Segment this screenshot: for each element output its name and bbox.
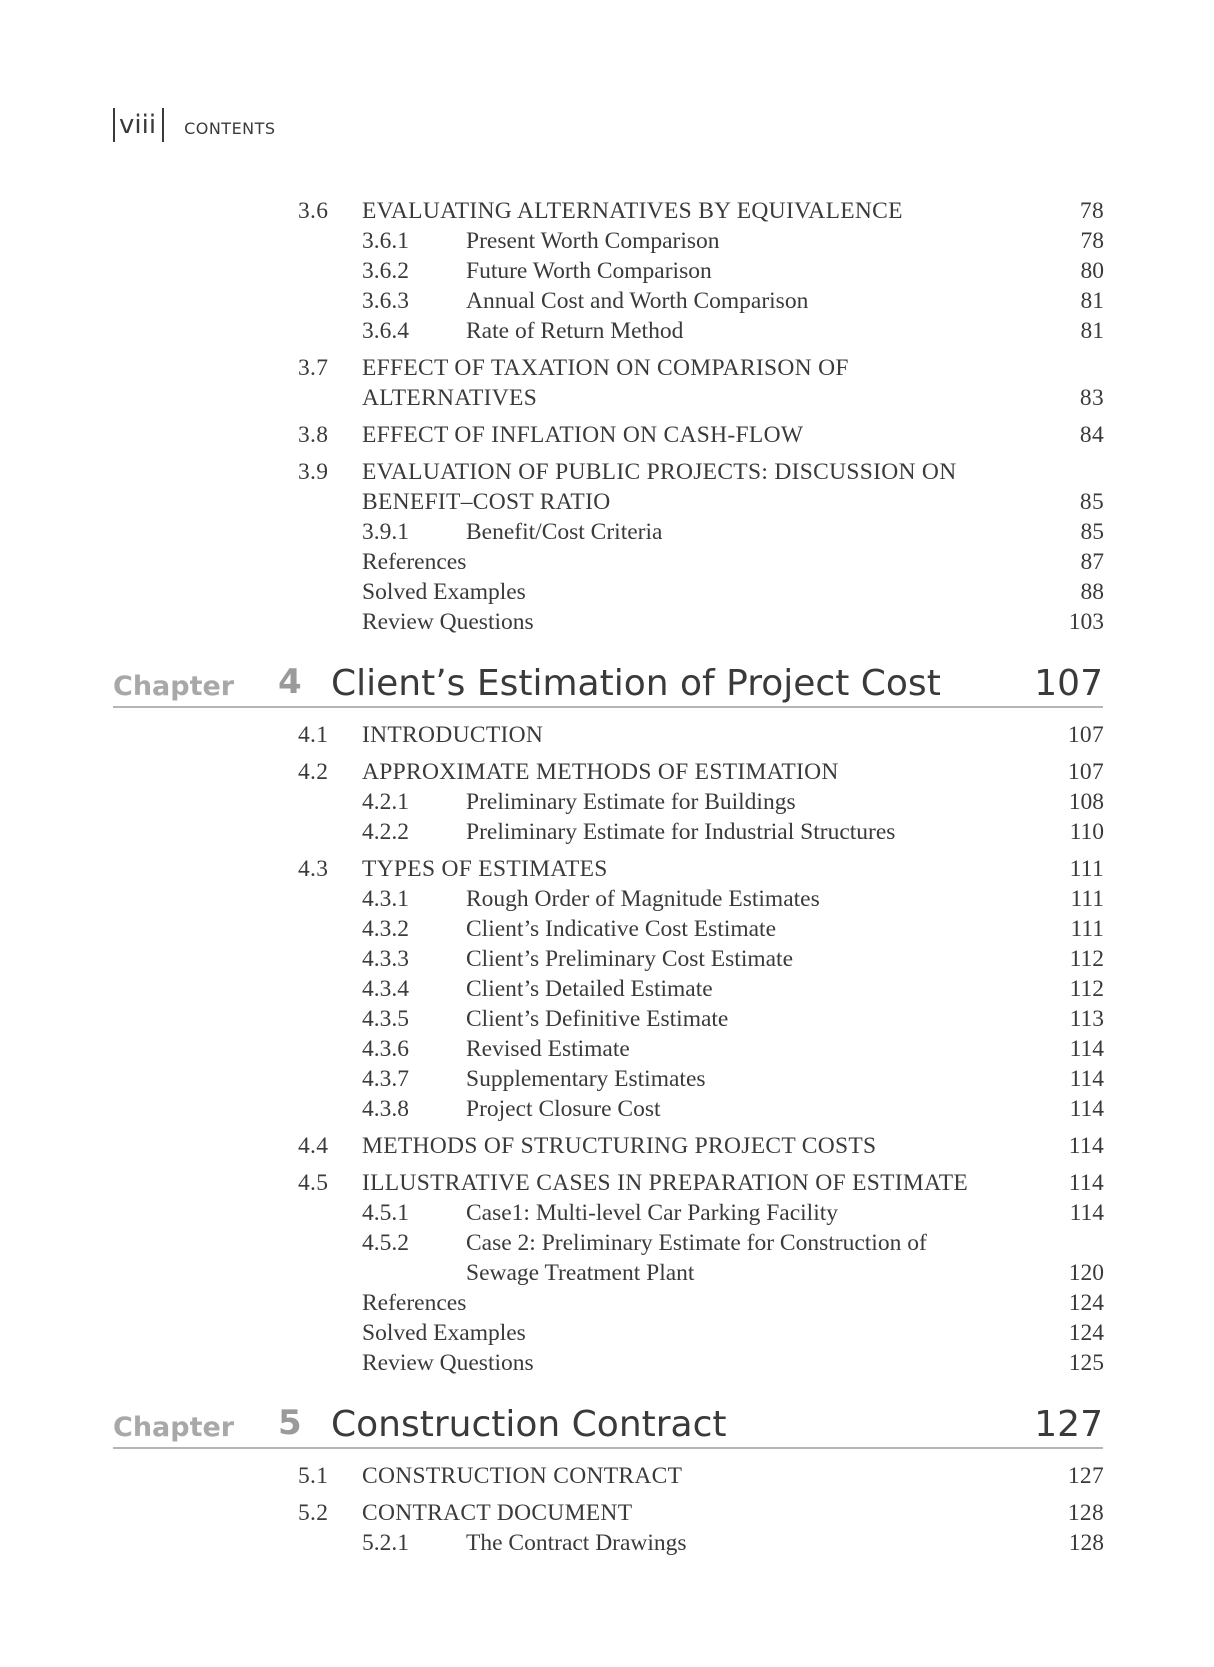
toc-entry[interactable] <box>0 974 1214 1004</box>
entry-title: Revised Estimate <box>466 1036 630 1062</box>
entry-page: 84 <box>1079 422 1104 448</box>
entry-page: 114 <box>1068 1170 1104 1196</box>
entry-number: 3.7 <box>298 355 329 381</box>
entry-number: 4.3.6 <box>362 1036 409 1062</box>
entry-number: 4.2.2 <box>362 819 409 845</box>
entry-page: 80 <box>1080 258 1104 284</box>
entry-number: 4.4 <box>298 1133 329 1159</box>
toc-entry[interactable] <box>0 420 1214 450</box>
entry-number: 4.3.3 <box>362 946 409 972</box>
chapter-number: 4 <box>278 662 302 702</box>
entry-title: Sewage Treatment Plant <box>466 1260 695 1286</box>
running-head <box>113 108 276 142</box>
entry-title: Benefit/Cost Criteria <box>466 519 663 545</box>
toc-entry[interactable] <box>0 577 1214 607</box>
entry-page: 112 <box>1069 976 1104 1002</box>
toc-entry-continuation[interactable] <box>0 383 1214 413</box>
page-number: viii <box>113 108 164 142</box>
toc-entry[interactable] <box>0 1064 1214 1094</box>
toc-entry[interactable] <box>0 1528 1214 1558</box>
entry-title: EVALUATION OF PUBLIC PROJECTS: DISCUSSION ON <box>362 459 957 485</box>
toc-entry[interactable] <box>0 1348 1214 1378</box>
entry-number: 4.5.1 <box>362 1200 409 1226</box>
entry-number: 4.3.7 <box>362 1066 409 1092</box>
toc-entry[interactable] <box>0 884 1214 914</box>
entry-number: 5.2.1 <box>362 1530 409 1556</box>
toc-entry[interactable] <box>0 1094 1214 1124</box>
toc-entry[interactable] <box>0 607 1214 637</box>
entry-title: Case 2: Preliminary Estimate for Construction of <box>466 1230 927 1256</box>
entry-title: Client’s Preliminary Cost Estimate <box>466 946 794 972</box>
entry-page: 83 <box>1079 385 1104 411</box>
entry-number: 4.3.4 <box>362 976 409 1002</box>
entry-title: APPROXIMATE METHODS OF ESTIMATION <box>362 759 839 785</box>
entry-title: Client’s Definitive Estimate <box>466 1006 729 1032</box>
entry-number: 4.5 <box>298 1170 329 1196</box>
toc-entry-continuation[interactable] <box>0 1258 1214 1288</box>
chapter-5-heading[interactable] <box>113 1403 1103 1449</box>
chapter-number: 5 <box>278 1403 302 1443</box>
entry-title: Present Worth Comparison <box>466 228 720 254</box>
entry-number: 5.1 <box>298 1463 329 1489</box>
entry-title: ILLUSTRATIVE CASES IN PREPARATION OF ESTIMATE <box>362 1170 969 1196</box>
entry-page: 78 <box>1079 198 1104 224</box>
entry-number: 4.3 <box>298 856 329 882</box>
entry-title: TYPES OF ESTIMATES <box>362 856 608 882</box>
entry-title: Future Worth Comparison <box>466 258 712 284</box>
entry-number: 3.6.4 <box>362 318 409 344</box>
entry-page: 114 <box>1069 1036 1104 1062</box>
chapter-4-heading[interactable] <box>113 662 1103 708</box>
chapter-title: Construction Contract <box>331 1404 727 1445</box>
toc-entry[interactable] <box>0 1498 1214 1528</box>
entry-page: 107 <box>1067 759 1104 785</box>
toc-entry[interactable] <box>0 720 1214 750</box>
toc-entry[interactable] <box>0 1131 1214 1161</box>
entry-number: 5.2 <box>298 1500 329 1526</box>
entry-page: 112 <box>1069 946 1104 972</box>
toc-entry[interactable] <box>0 547 1214 577</box>
entry-title: ALTERNATIVES <box>362 385 538 411</box>
entry-title: INTRODUCTION <box>362 722 544 748</box>
entry-page: 114 <box>1069 1066 1104 1092</box>
chapter-page: 107 <box>1034 663 1103 704</box>
entry-page: 111 <box>1069 856 1104 882</box>
entry-page: 124 <box>1068 1320 1104 1346</box>
toc-entry[interactable] <box>0 914 1214 944</box>
entry-number: 4.1 <box>298 722 329 748</box>
entry-page: 81 <box>1080 318 1104 344</box>
entry-page: 128 <box>1068 1530 1104 1556</box>
toc-entry[interactable] <box>0 286 1214 316</box>
entry-page: 78 <box>1080 228 1104 254</box>
entry-page: 124 <box>1068 1290 1104 1316</box>
toc-entry[interactable] <box>0 787 1214 817</box>
entry-page: 114 <box>1069 1096 1104 1122</box>
entry-title: Rough Order of Magnitude Estimates <box>466 886 820 912</box>
toc-entry[interactable] <box>0 196 1214 226</box>
entry-title: EVALUATING ALTERNATIVES BY EQUIVALENCE <box>362 198 903 224</box>
entry-number: 3.6.2 <box>362 258 409 284</box>
entry-title: References <box>362 549 467 575</box>
entry-title: BENEFIT–COST RATIO <box>362 489 611 515</box>
entry-title: Rate of Return Method <box>466 318 684 344</box>
entry-title: Solved Examples <box>362 579 526 605</box>
entry-page: 114 <box>1068 1133 1104 1159</box>
entry-title: METHODS OF STRUCTURING PROJECT COSTS <box>362 1133 877 1159</box>
entry-number: 4.3.5 <box>362 1006 409 1032</box>
entry-page: 113 <box>1069 1006 1104 1032</box>
entry-page: 125 <box>1068 1350 1104 1376</box>
entry-page: 85 <box>1079 489 1104 515</box>
entry-page: 128 <box>1067 1500 1104 1526</box>
toc-entry[interactable] <box>0 854 1214 884</box>
entry-number: 4.2.1 <box>362 789 409 815</box>
entry-title: Client’s Detailed Estimate <box>466 976 713 1002</box>
entry-page: 114 <box>1069 1200 1104 1226</box>
toc-entry[interactable] <box>0 457 1214 487</box>
toc-entry[interactable] <box>0 1461 1214 1491</box>
entry-title: CONSTRUCTION CONTRACT <box>362 1463 683 1489</box>
entry-page: 111 <box>1070 886 1104 912</box>
toc-entry[interactable] <box>0 757 1214 787</box>
toc-entry[interactable] <box>0 1228 1214 1258</box>
chapter-label: Chapter <box>113 671 235 702</box>
entry-title: Case1: Multi-level Car Parking Facility <box>466 1200 839 1226</box>
entry-title: Review Questions <box>362 1350 534 1376</box>
toc-entry[interactable] <box>0 517 1214 547</box>
toc-entry[interactable] <box>0 1034 1214 1064</box>
entry-title: Preliminary Estimate for Buildings <box>466 789 796 815</box>
entry-title: References <box>362 1290 467 1316</box>
toc-entry[interactable] <box>0 944 1214 974</box>
entry-number: 4.3.8 <box>362 1096 409 1122</box>
entry-title: CONTRACT DOCUMENT <box>362 1500 633 1526</box>
entry-title: EFFECT OF INFLATION ON CASH-FLOW <box>362 422 804 448</box>
toc-entry[interactable] <box>0 1168 1214 1198</box>
entry-title: Annual Cost and Worth Comparison <box>466 288 809 314</box>
entry-title: Client’s Indicative Cost Estimate <box>466 916 777 942</box>
chapter-label: Chapter <box>113 1412 235 1443</box>
entry-number: 3.6 <box>298 198 329 224</box>
entry-title: EFFECT OF TAXATION ON COMPARISON OF <box>362 355 849 381</box>
entry-page: 88 <box>1080 579 1104 605</box>
entry-number: 3.9 <box>298 459 329 485</box>
entry-page: 81 <box>1080 288 1104 314</box>
entry-title: Solved Examples <box>362 1320 526 1346</box>
entry-number: 4.5.2 <box>362 1230 409 1256</box>
entry-page: 108 <box>1068 789 1104 815</box>
toc-entry[interactable] <box>0 1198 1214 1228</box>
toc-entry[interactable] <box>0 226 1214 256</box>
entry-number: 3.6.3 <box>362 288 409 314</box>
entry-page: 85 <box>1080 519 1104 545</box>
chapter-page: 127 <box>1034 1404 1103 1445</box>
entry-number: 3.9.1 <box>362 519 409 545</box>
entry-page: 107 <box>1067 722 1104 748</box>
entry-number: 4.3.2 <box>362 916 409 942</box>
entry-number: 3.6.1 <box>362 228 409 254</box>
toc-entry[interactable] <box>0 1318 1214 1348</box>
toc-entry[interactable] <box>0 817 1214 847</box>
entry-page: 111 <box>1070 916 1104 942</box>
entry-number: 4.3.1 <box>362 886 409 912</box>
toc-entry-continuation[interactable] <box>0 487 1214 517</box>
entry-page: 110 <box>1069 819 1104 845</box>
toc-entry[interactable] <box>0 1004 1214 1034</box>
toc-entry[interactable] <box>0 256 1214 286</box>
entry-title: The Contract Drawings <box>466 1530 687 1556</box>
section-label: CONTENTS <box>184 118 276 138</box>
entry-page: 103 <box>1068 609 1104 635</box>
entry-page: 120 <box>1068 1260 1104 1286</box>
entry-title: Project Closure Cost <box>466 1096 661 1122</box>
toc-entry[interactable] <box>0 353 1214 383</box>
entry-number: 4.2 <box>298 759 329 785</box>
toc-entry[interactable] <box>0 1288 1214 1318</box>
entry-number: 3.8 <box>298 422 329 448</box>
entry-title: Review Questions <box>362 609 534 635</box>
entry-title: Preliminary Estimate for Industrial Structures <box>466 819 896 845</box>
chapter-title: Client’s Estimation of Project Cost <box>331 663 941 704</box>
toc-entry[interactable] <box>0 316 1214 346</box>
entry-page: 127 <box>1067 1463 1104 1489</box>
entry-title: Supplementary Estimates <box>466 1066 706 1092</box>
entry-page: 87 <box>1080 549 1104 575</box>
